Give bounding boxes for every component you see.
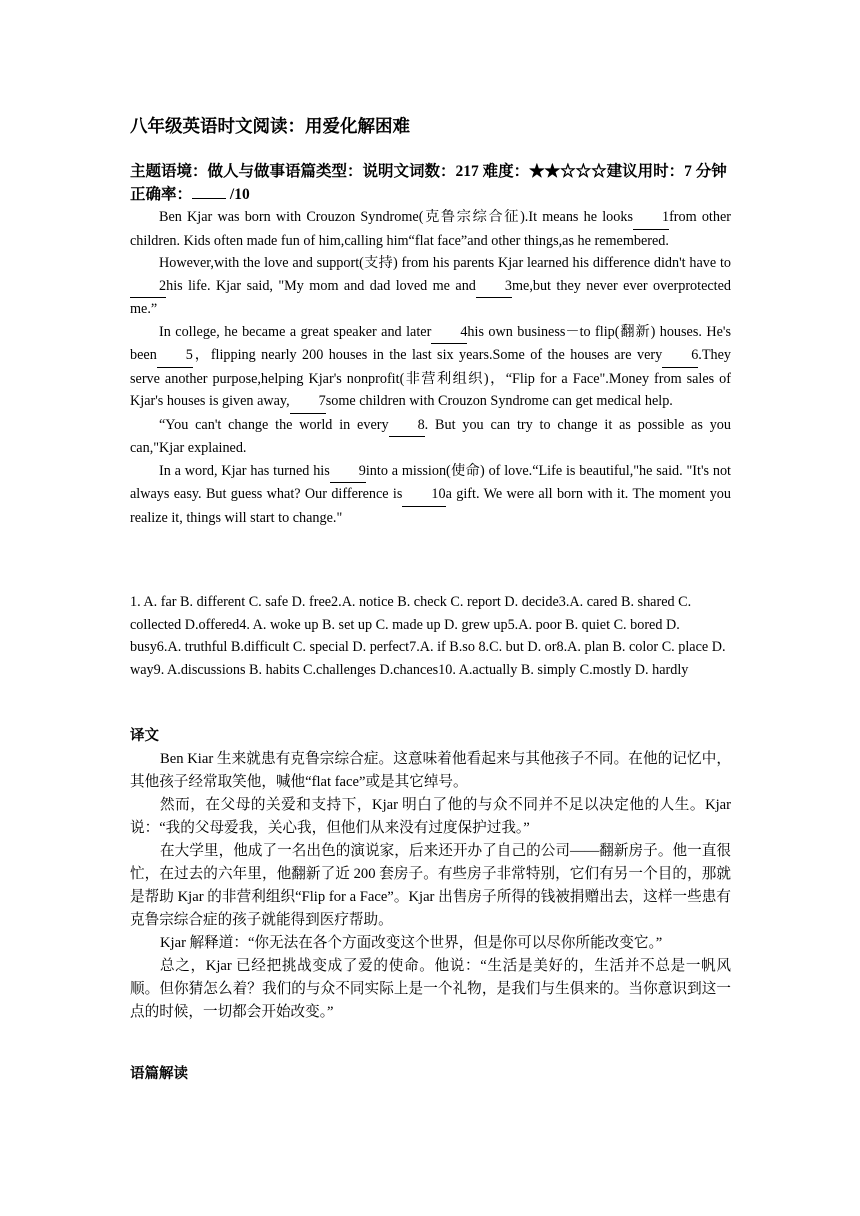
answer-options: 1. A. far B. different C. safe D. free2.A. notice B. check C. report D. decide3.A. cared B. shared C. collected D.offered4. A. woke up B. set up C. made up D. grew up5.A. poor B. quiet C. bored D. busy6.A. truthful B.difficult C. special D. perfect7.A. if B.so 8.C. but D. or8.A. plan B. color C. place D. way9. A.discussions B. habits C.challenges D.chances10. A.actually B. simply C.mostly D. hardly	[130, 594, 726, 678]
blank-1: 1	[633, 206, 669, 230]
passage-paragraph-3: In college, he became a great speaker and later 4his own business－to flip(翻新) houses. He's been 5，flipping nearly 200 houses in the last six years.Some of the houses are very 6.They serve another purpose,helping Kjar's nonprofit(非营利组织)，“Flip for a Face".Money from sales of Kjar's houses is given away, 7some children with Crouzon Syndrome can get medical help.	[130, 321, 731, 414]
blank-7: 7	[290, 390, 326, 414]
blank-6: 6	[662, 344, 698, 368]
reading-passage	[130, 206, 731, 529]
passage-paragraph-2: However,with the love and support(支持) from his parents Kjar learned his difference didn't have to2his life. Kjar said, "My mom and dad loved me and 3me,but they never ever overprotected me.”	[130, 255, 732, 317]
blank-10: 10	[402, 483, 445, 507]
blank-9: 9	[330, 460, 366, 484]
translation-paragraph-1: Ben Kiar 生来就患有克鲁宗综合症。这意味着他看起来与其他孩子不同。在他的记忆中，其他孩子经常取笑他，喊他“flat face”或是其它绰号。	[130, 751, 731, 790]
blank-2: 2	[130, 275, 166, 299]
translation-paragraph-4: Kjar 解释道：“你无法在各个方面改变这个世界，但是你可以尽你所能改变它。”	[160, 935, 663, 951]
translation-paragraph-5: 总之，Kjar 已经把挑战变成了爱的使命。他说：“生活是美好的，生活并不总是一帆风顺。但你猜怎么着？我们的与众不同实际上是一个礼物，是我们与生俱来的。当你意识到这一点的时候，一切都会开始改变。”	[130, 958, 731, 1020]
blank-5: 5	[157, 344, 193, 368]
analysis-heading: 语篇解读	[130, 1066, 188, 1082]
passage-paragraph-1: Ben Kjar was born with Crouzon Syndrome(克鲁宗综合征).It means he looks 1from other children. Kids often made fun of him,calling him“flat face”and other things,as he remembered.	[130, 206, 731, 252]
translation-paragraph-3: 在大学里，他成了一名出色的演说家，后来还开办了自己的公司——翻新房子。他一直很忙，在过去的六年里，他翻新了近 200 套房子。有些房子非常特别，它们有另一个目的，那就是帮助 Kjar 的非营利组织“Flip for a Face”。Kjar 出售房子所得的钱被捐赠出去，这样一些患有克鲁宗综合症的孩子就能得到医疗帮助。	[130, 843, 731, 928]
score-blank	[192, 184, 226, 199]
passage-paragraph-5: In a word, Kjar has turned his 9into a mission(使命) of love.“Life is beautiful,"he said. "It's not always easy. But guess what? Our difference is 10a gift. We were all born with it. The moment you realize it, things will start to change."	[130, 460, 731, 530]
meta-score-suffix: /10	[226, 185, 250, 203]
translation-paragraph-2: 然而，在父母的关爱和支持下，Kjar 明白了他的与众不同并不足以决定他的人生。Kjar 说：“我的父母爱我，关心我，但他们从来没有过度保护过我。”	[130, 797, 731, 836]
blank-3: 3	[476, 275, 512, 299]
passage-paragraph-4: “You can't change the world in every 8. But you can try to change it as possible as you can,"Kjar explained.	[130, 414, 731, 460]
translation-section	[130, 748, 731, 1024]
meta-text: 主题语境：做人与做事语篇类型：说明文词数：217 难度：★★☆☆☆建议用时：7 分钟正确率：	[130, 163, 727, 203]
translation-heading: 译文	[130, 728, 159, 744]
blank-8: 8	[389, 414, 425, 438]
article-meta	[130, 161, 731, 206]
document-title: 八年级英语时文阅读：用爱化解困难	[130, 116, 410, 136]
blank-4: 4	[431, 321, 467, 345]
